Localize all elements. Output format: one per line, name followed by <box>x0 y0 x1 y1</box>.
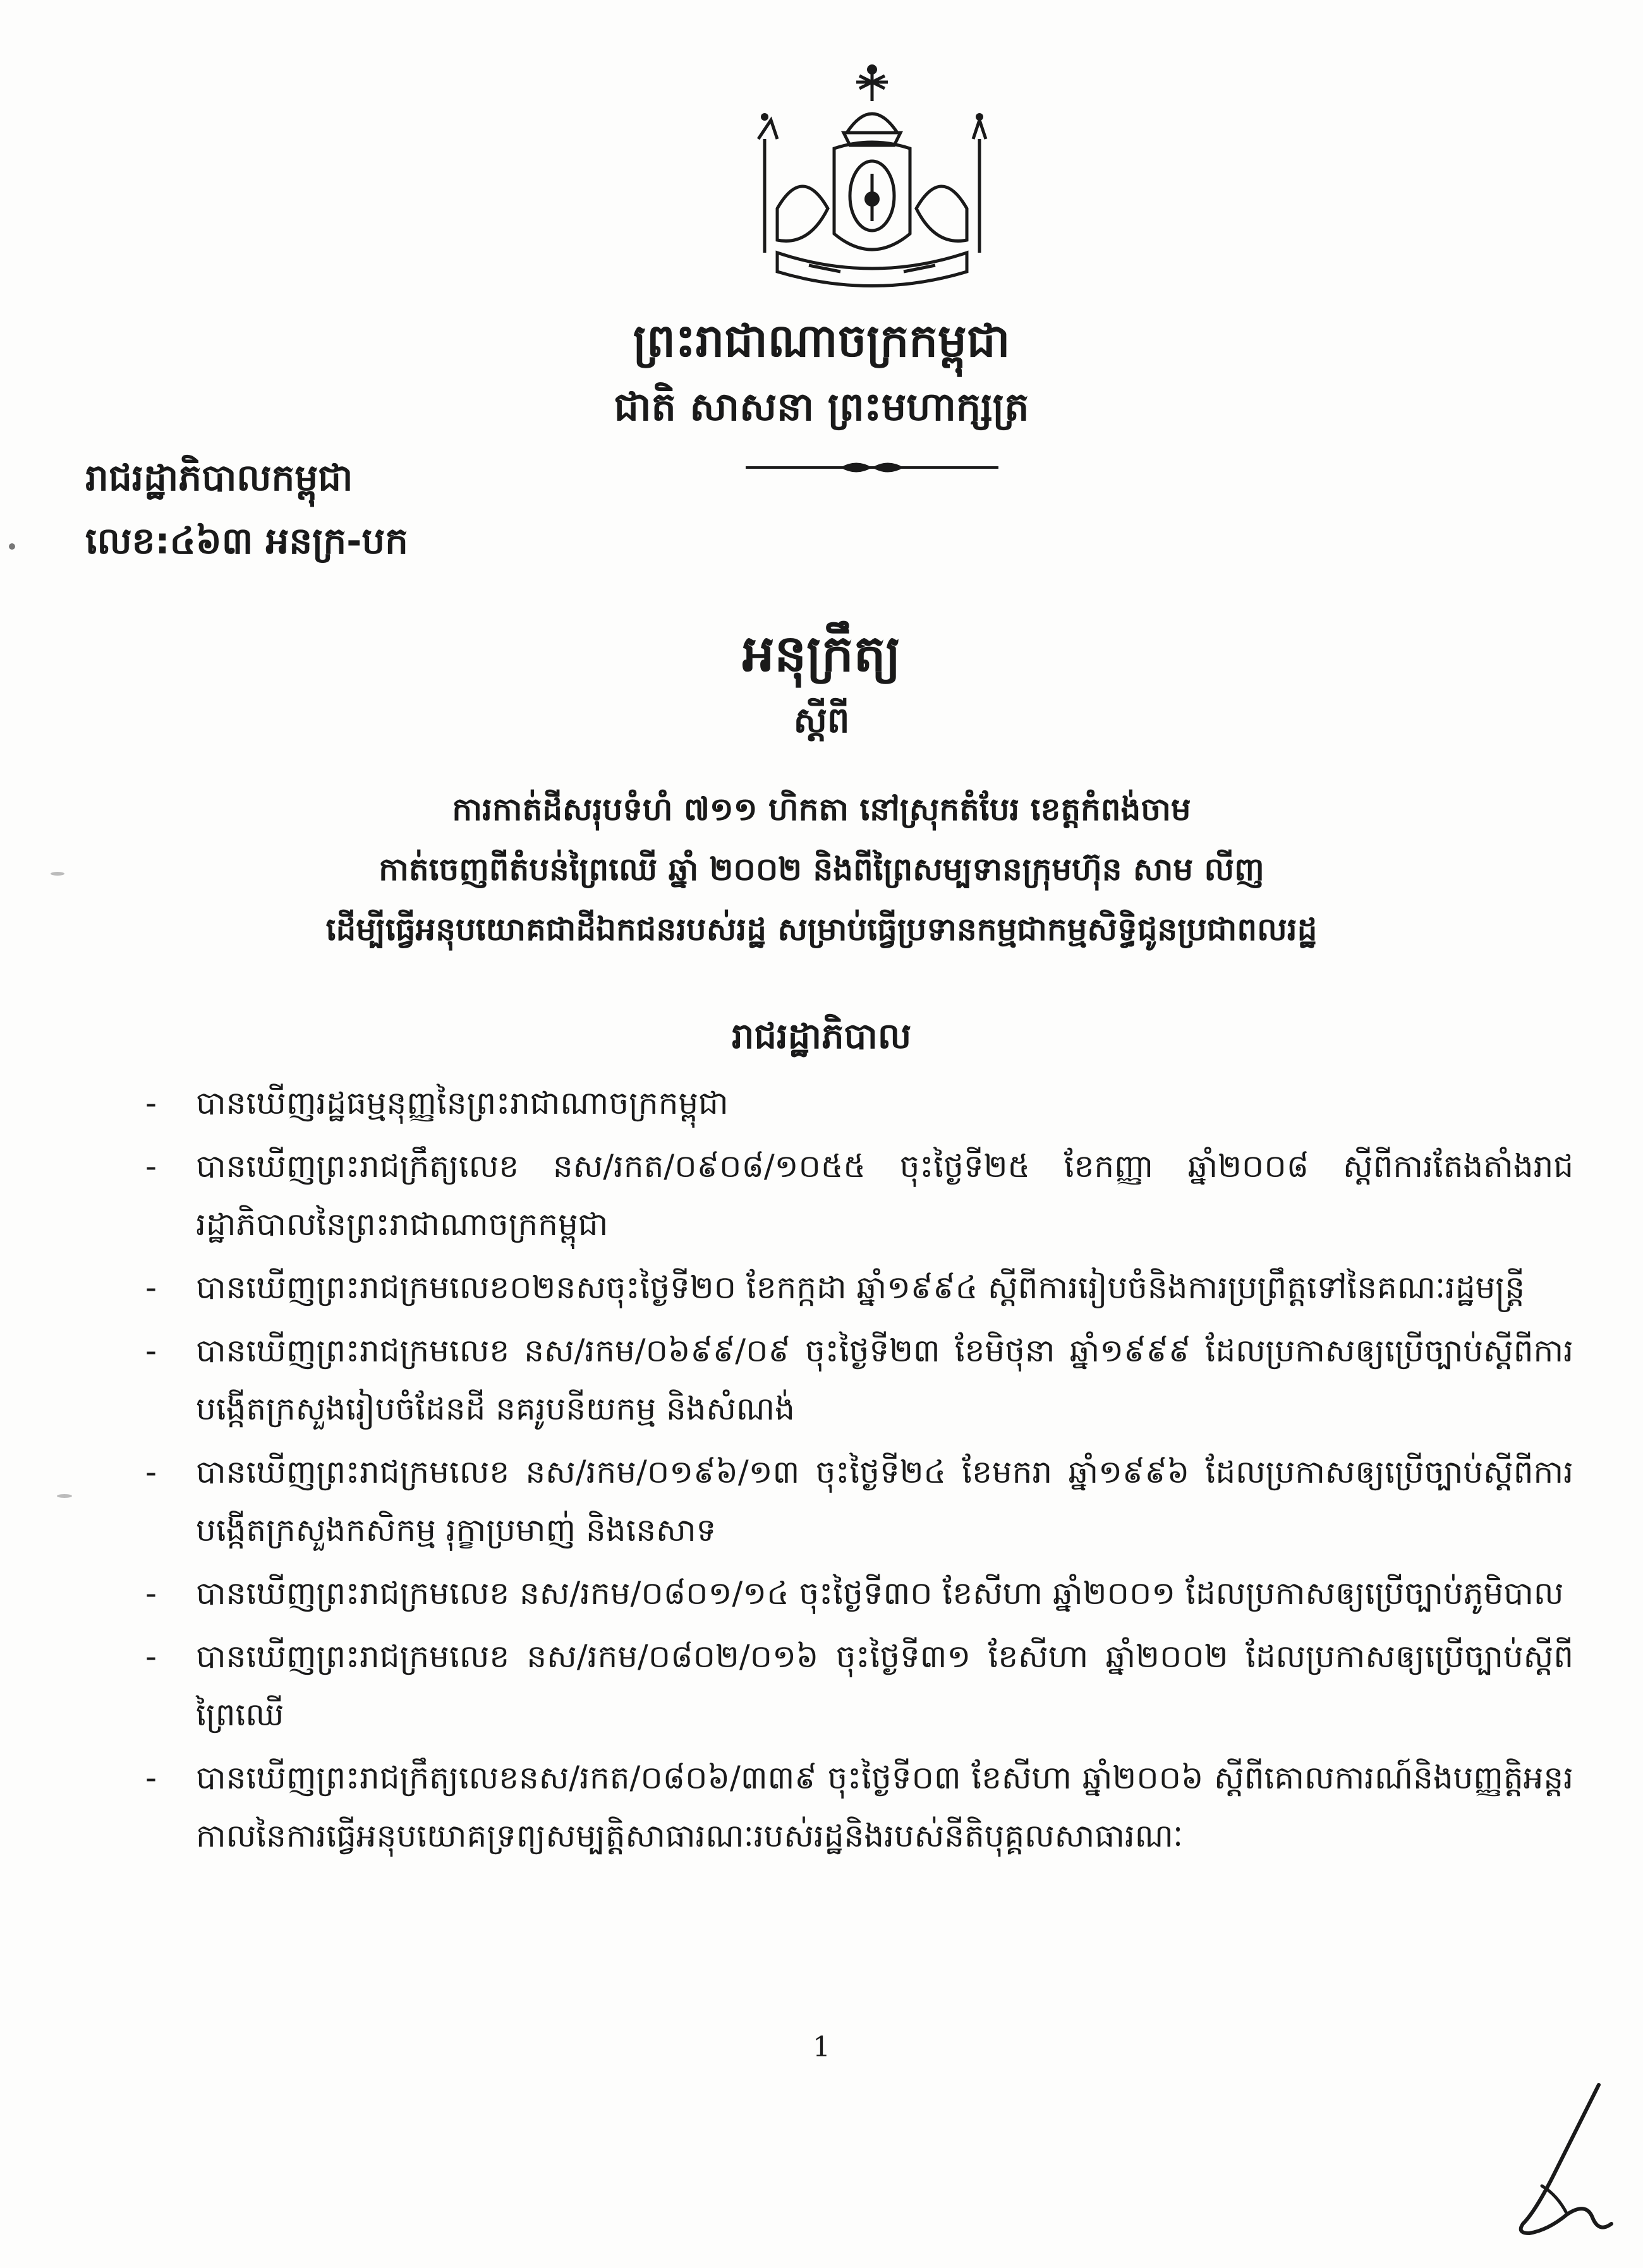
bullet-dash-icon: - <box>145 1575 157 1612</box>
bullet-dash-icon: - <box>145 1759 157 1796</box>
subject-line-1: ការកាត់ដីសរុបទំហំ ៧១១ ហិកតា នៅស្រុកតំបែរ ខេត្តកំពង់ចាម <box>452 791 1191 828</box>
bullet-dash-icon: - <box>145 1332 157 1369</box>
list-item <box>145 1627 1573 1744</box>
scan-speck <box>51 872 64 876</box>
scan-speck <box>9 543 15 550</box>
reference-number: លេខ:៤៦៣ អនក្រ-បក <box>85 519 408 562</box>
decree-title: អនុក្រឹត្យ <box>742 624 901 683</box>
list-item <box>145 1137 1573 1253</box>
consideration-text: បានឃើញព្រះរាជក្រមលេខ នស/រកម/០១៩៦/១៣ ចុះថ្ងៃទី២៤ ខែមករា ឆ្នាំ១៩៩៦ ដែលប្រកាសឲ្យប្រើច្បាប់ស្តីពីការបង្កើតក្រសួងកសិកម្ម រុក្ខាប្រមាញ់ និងនេសាទ <box>196 1454 1573 1548</box>
bullet-dash-icon: - <box>145 1148 157 1185</box>
national-motto: ជាតិ សាសនា ព្រះមហាក្សត្រ <box>614 383 1029 430</box>
list-item <box>145 1074 1573 1132</box>
list-item <box>145 1443 1573 1559</box>
consideration-text: បានឃើញព្រះរាជក្រមលេខ នស/រកម/០៨០១/១៤ ចុះថ្ងៃទី៣០ ខែសីហា ឆ្នាំ២០០១ ដែលប្រកាសឲ្យប្រើច្បាប់ភូមិបាល <box>196 1575 1564 1612</box>
considerations-list <box>145 1074 1573 1870</box>
list-item <box>145 1322 1573 1438</box>
bullet-dash-icon: - <box>145 1269 157 1306</box>
subject-line-3: ដើម្បីធ្វើអនុបយោគជាដីឯកជនរបស់រដ្ឋ សម្រាប់ធ្វើប្រទានកម្មជាកម្មសិទ្ធិជូនប្រជាពលរដ្ឋ <box>325 911 1318 948</box>
ornamental-divider <box>746 455 998 480</box>
handwritten-signature-icon <box>1498 2078 1624 2243</box>
list-item <box>145 1749 1573 1865</box>
subject-line-2: កាត់ចេញពីតំបន់ព្រៃឈើ ឆ្នាំ ២០០២ និងពីព្រៃសម្បទានក្រុមហ៊ុន សាម លីញ <box>379 851 1264 888</box>
page-number: 1 <box>813 2031 830 2063</box>
consideration-text: បានឃើញរដ្ឋធម្មនុញ្ញនៃព្រះរាជាណាចក្រកម្ពុជា <box>196 1085 729 1121</box>
list-item <box>145 1564 1573 1622</box>
consideration-text: បានឃើញព្រះរាជក្រមលេខ០២នសចុះថ្ងៃទី២០ ខែកក្កដា ឆ្នាំ១៩៩៤ ស្តីពីការរៀបចំនិងការប្រព្រឹត្តទៅនៃគណៈរដ្ឋមន្ត្រី <box>196 1269 1525 1306</box>
bullet-dash-icon: - <box>145 1638 157 1675</box>
consideration-text: បានឃើញព្រះរាជក្រមលេខ នស/រកម/០៨០២/០១៦ ចុះថ្ងៃទី៣១ ខែសីហា ឆ្នាំ២០០២ ដែលប្រកាសឲ្យប្រើច្បាប់ស្តីពីព្រៃឈើ <box>196 1638 1573 1733</box>
kingdom-heading: ព្រះរាជាណាចក្រកម្ពុជា <box>633 314 1010 367</box>
consideration-text: បានឃើញព្រះរាជក្រឹត្យលេខ នស/រកត/០៩០៨/១០៥៥ ចុះថ្ងៃទី២៥ ខែកញ្ញា ឆ្នាំ២០០៨ ស្តីពីការតែងតាំងរាជរដ្ឋាភិបាលនៃព្រះរាជាណាចក្រកម្ពុជា <box>196 1148 1573 1243</box>
list-item <box>145 1258 1573 1317</box>
royal-coat-of-arms-emblem <box>739 63 1005 297</box>
bullet-dash-icon: - <box>145 1454 157 1490</box>
decree-about-label: ស្តីពី <box>793 700 850 741</box>
bullet-dash-icon: - <box>145 1085 157 1121</box>
government-heading: រាជរដ្ឋាភិបាល <box>731 1016 912 1057</box>
consideration-text: បានឃើញព្រះរាជក្រមលេខ នស/រកម/០៦៩៩/០៩ ចុះថ្ងៃទី២៣ ខែមិថុនា ឆ្នាំ១៩៩៩ ដែលប្រកាសឲ្យប្រើច្បាប់ស្តីពីការបង្កើតក្រសួងរៀបចំដែនដី នគរូបនីយកម្ម និងសំណង់ <box>196 1332 1573 1427</box>
government-name: រាជរដ្ឋាភិបាលកម្ពុជា <box>85 456 353 499</box>
consideration-text: បានឃើញព្រះរាជក្រឹត្យលេខនស/រកត/០៨០៦/៣៣៩ ចុះថ្ងៃទី០៣ ខែសីហា ឆ្នាំ២០០៦ ស្តីពីគោលការណ៍និងបញ្ញត្តិអន្តរកាលនៃការធ្វើអនុបយោគទ្រព្យសម្បត្តិសាធារណៈរបស់រដ្ឋនិងរបស់នីតិបុគ្គលសាធារណៈ <box>196 1759 1573 1854</box>
scan-speck <box>57 1494 72 1498</box>
